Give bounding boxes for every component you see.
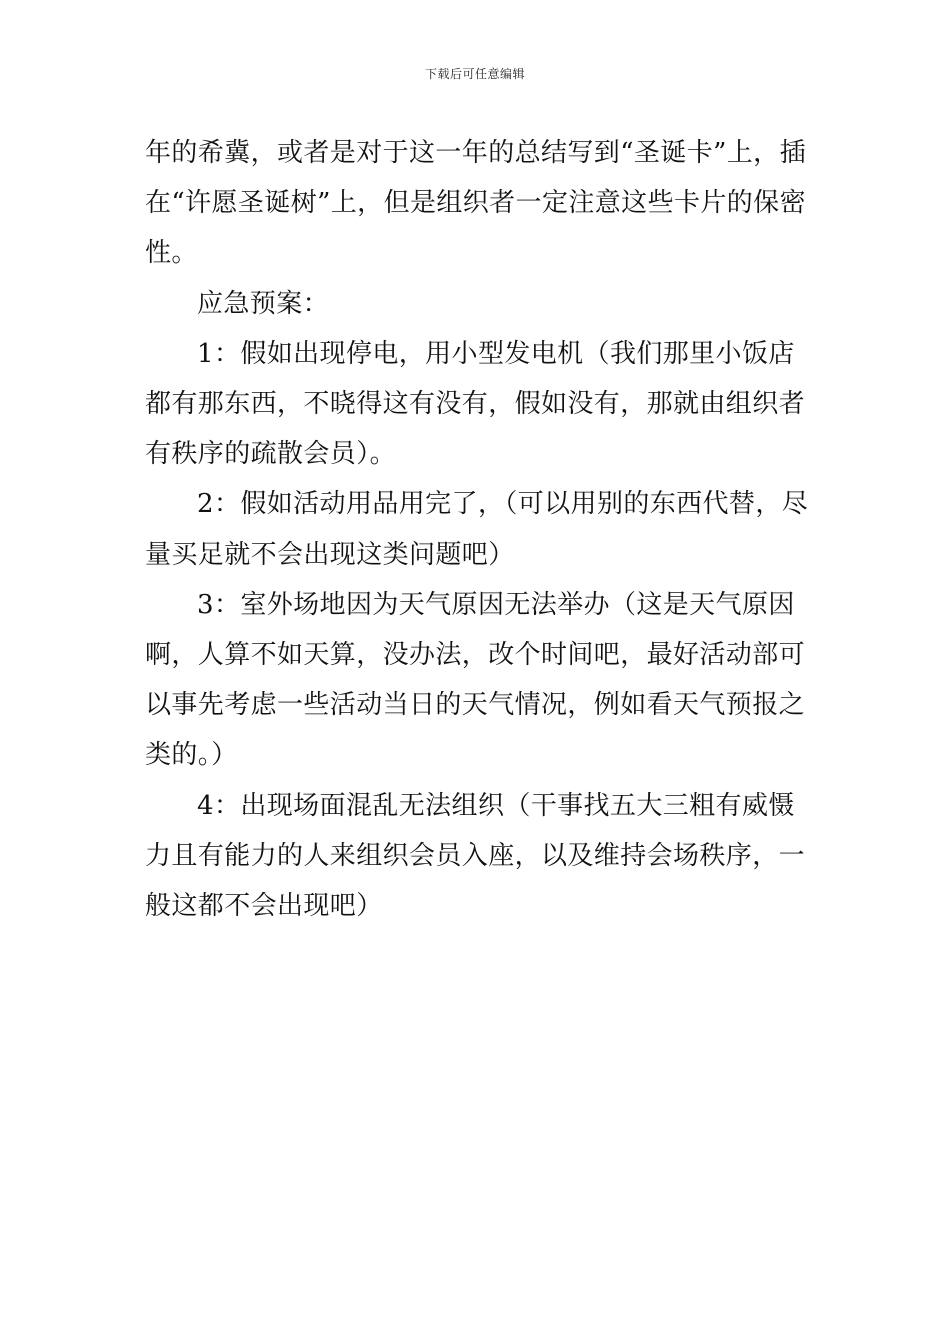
paragraph-item-2: 2：假如活动用品用完了，（可以用别的东西代替，尽量买足就不会出现这类问题吧）	[145, 489, 809, 570]
document-body	[145, 128, 813, 931]
page-header: 下载后可任意编辑	[424, 67, 525, 81]
paragraph-item-3: 3：室外场地因为天气原因无法举办（这是天气原因啊，人算不如天算，没办法，改个时间吧，最好活动部可以事先考虑一些活动当日的天气情况，例如看天气预报之类的。）	[145, 589, 806, 771]
paragraph-item-1: 1：假如出现停电，用小型发电机（我们那里小饭店都有那东西，不晓得这有没有，假如没有，那就由组织者有秩序的疏散会员）。	[145, 338, 806, 470]
paragraph-item-4: 4：出现场面混乱无法组织（干事找五大三粗有威慑力且有能力的人来组织会员入座，以及维持会场秩序，一般这都不会出现吧）	[145, 790, 806, 922]
paragraph-heading-emergency-plan: 应急预案：	[197, 288, 330, 319]
paragraph-continuation: 年的希冀，或者是对于这一年的总结写到“圣诞卡”上，插在“许愿圣诞树”上，但是组织者一定注意这些卡片的保密性。	[145, 138, 806, 269]
